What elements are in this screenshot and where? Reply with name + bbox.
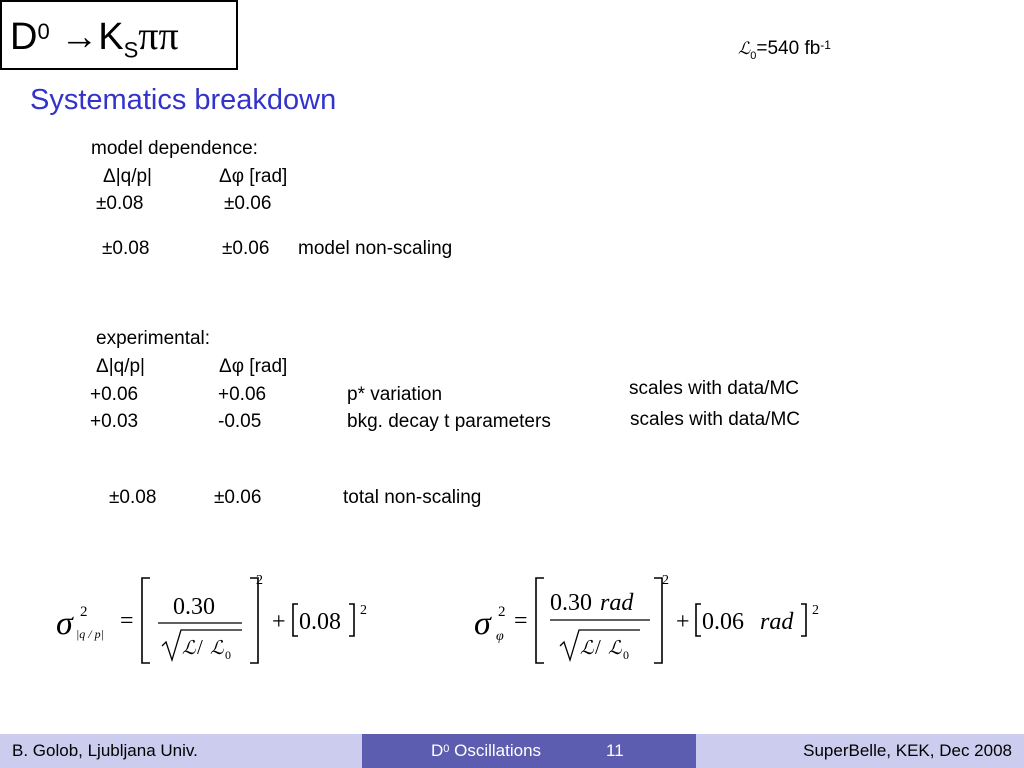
- f1-eq: =: [120, 608, 134, 634]
- model-nonscaling-val1: ±0.08: [102, 238, 150, 259]
- title-arrow: →K: [49, 16, 124, 58]
- f2-numerator-unit: rad: [600, 590, 634, 616]
- f1-den-sub: 0: [225, 648, 231, 662]
- title-prefix: D: [10, 16, 38, 58]
- model-nonscaling-val2: ±0.06: [222, 238, 270, 259]
- footer-title-text: Oscillations: [449, 741, 542, 760]
- footer-title-prefix: D: [431, 741, 444, 760]
- f1-sub: |q / p|: [76, 627, 104, 641]
- f2-den-L0: ℒ: [608, 637, 622, 659]
- f2-sigma: σ: [474, 605, 491, 642]
- formula-sigma-qp: [50, 568, 380, 673]
- exp-row2-val2: -0.05: [218, 411, 262, 432]
- formula-sigma-phi: [468, 568, 828, 673]
- model-col2-header: Δφ [rad]: [219, 166, 288, 187]
- f2-sup: 2: [498, 604, 506, 620]
- f1-const-sup: 2: [360, 603, 367, 618]
- lumi-sub: 0: [750, 49, 757, 62]
- footer-right-section: [696, 734, 1024, 768]
- lumi-sup: -1: [820, 38, 831, 52]
- model-col1-header: Δ|q/p|: [103, 166, 152, 187]
- f1-outer-sup: 2: [256, 573, 263, 588]
- f2-slash: /: [595, 635, 601, 659]
- footer-title-sup: 0: [443, 743, 450, 755]
- model-val1: ±0.08: [96, 193, 144, 214]
- f1-sup: 2: [80, 604, 88, 620]
- footer-event: SuperBelle, KEK, Dec 2008: [803, 741, 1012, 760]
- footer-talk-title: [431, 734, 541, 768]
- f1-sigma: σ: [56, 605, 73, 642]
- slide-title: [10, 14, 179, 73]
- f2-const: 0.06: [702, 609, 744, 635]
- slide-subtitle: Systematics breakdown: [30, 84, 337, 116]
- f2-outer-sup: 2: [662, 573, 669, 588]
- model-val2: ±0.06: [224, 193, 272, 214]
- f2-const-unit: rad: [760, 609, 794, 635]
- f2-den-sub: 0: [623, 648, 629, 662]
- model-nonscaling-label: model non-scaling: [298, 238, 453, 259]
- f2-plus: +: [676, 609, 690, 635]
- f1-const: 0.08: [299, 609, 341, 635]
- total-label: total non-scaling: [343, 487, 482, 508]
- title-greek: ππ: [138, 13, 179, 58]
- f1-numerator: 0.30: [173, 594, 215, 620]
- exp-row1-note: scales with data/MC: [629, 378, 800, 399]
- f2-numerator: 0.30: [550, 590, 592, 616]
- experimental-heading: experimental:: [96, 328, 211, 349]
- exp-col2-header: Δφ [rad]: [219, 356, 288, 377]
- exp-row2-note: scales with data/MC: [630, 409, 801, 430]
- f2-eq: =: [514, 608, 528, 634]
- model-heading: model dependence:: [91, 138, 258, 159]
- f1-den-L: ℒ: [182, 637, 196, 659]
- exp-row1-val1: +0.06: [90, 384, 139, 405]
- f2-den-L: ℒ: [580, 637, 594, 659]
- total-val1: ±0.08: [109, 487, 157, 508]
- footer-mid-section: [362, 734, 696, 768]
- f2-sub: φ: [496, 629, 504, 644]
- exp-row2-val1: +0.03: [90, 411, 139, 432]
- total-val2: ±0.06: [214, 487, 262, 508]
- exp-row1-label: p* variation: [347, 384, 443, 405]
- exp-row2-label: bkg. decay t parameters: [347, 411, 551, 432]
- exp-col1-header: Δ|q/p|: [96, 356, 145, 377]
- f1-den-L0: ℒ: [210, 637, 224, 659]
- lumi-value: =540 fb: [756, 38, 821, 59]
- title-sup: 0: [37, 19, 50, 44]
- f1-slash: /: [197, 635, 203, 659]
- luminosity-label: [738, 38, 831, 62]
- footer: [0, 734, 1024, 768]
- footer-author: B. Golob, Ljubljana Univ.: [12, 741, 198, 760]
- exp-row1-val2: +0.06: [218, 384, 267, 405]
- lumi-symbol: ℒ: [738, 39, 751, 59]
- footer-left-section: [0, 734, 362, 768]
- f2-const-sup: 2: [812, 603, 819, 618]
- footer-page-number: 11: [606, 741, 624, 760]
- f1-plus: +: [272, 609, 286, 635]
- title-sub: S: [123, 37, 139, 63]
